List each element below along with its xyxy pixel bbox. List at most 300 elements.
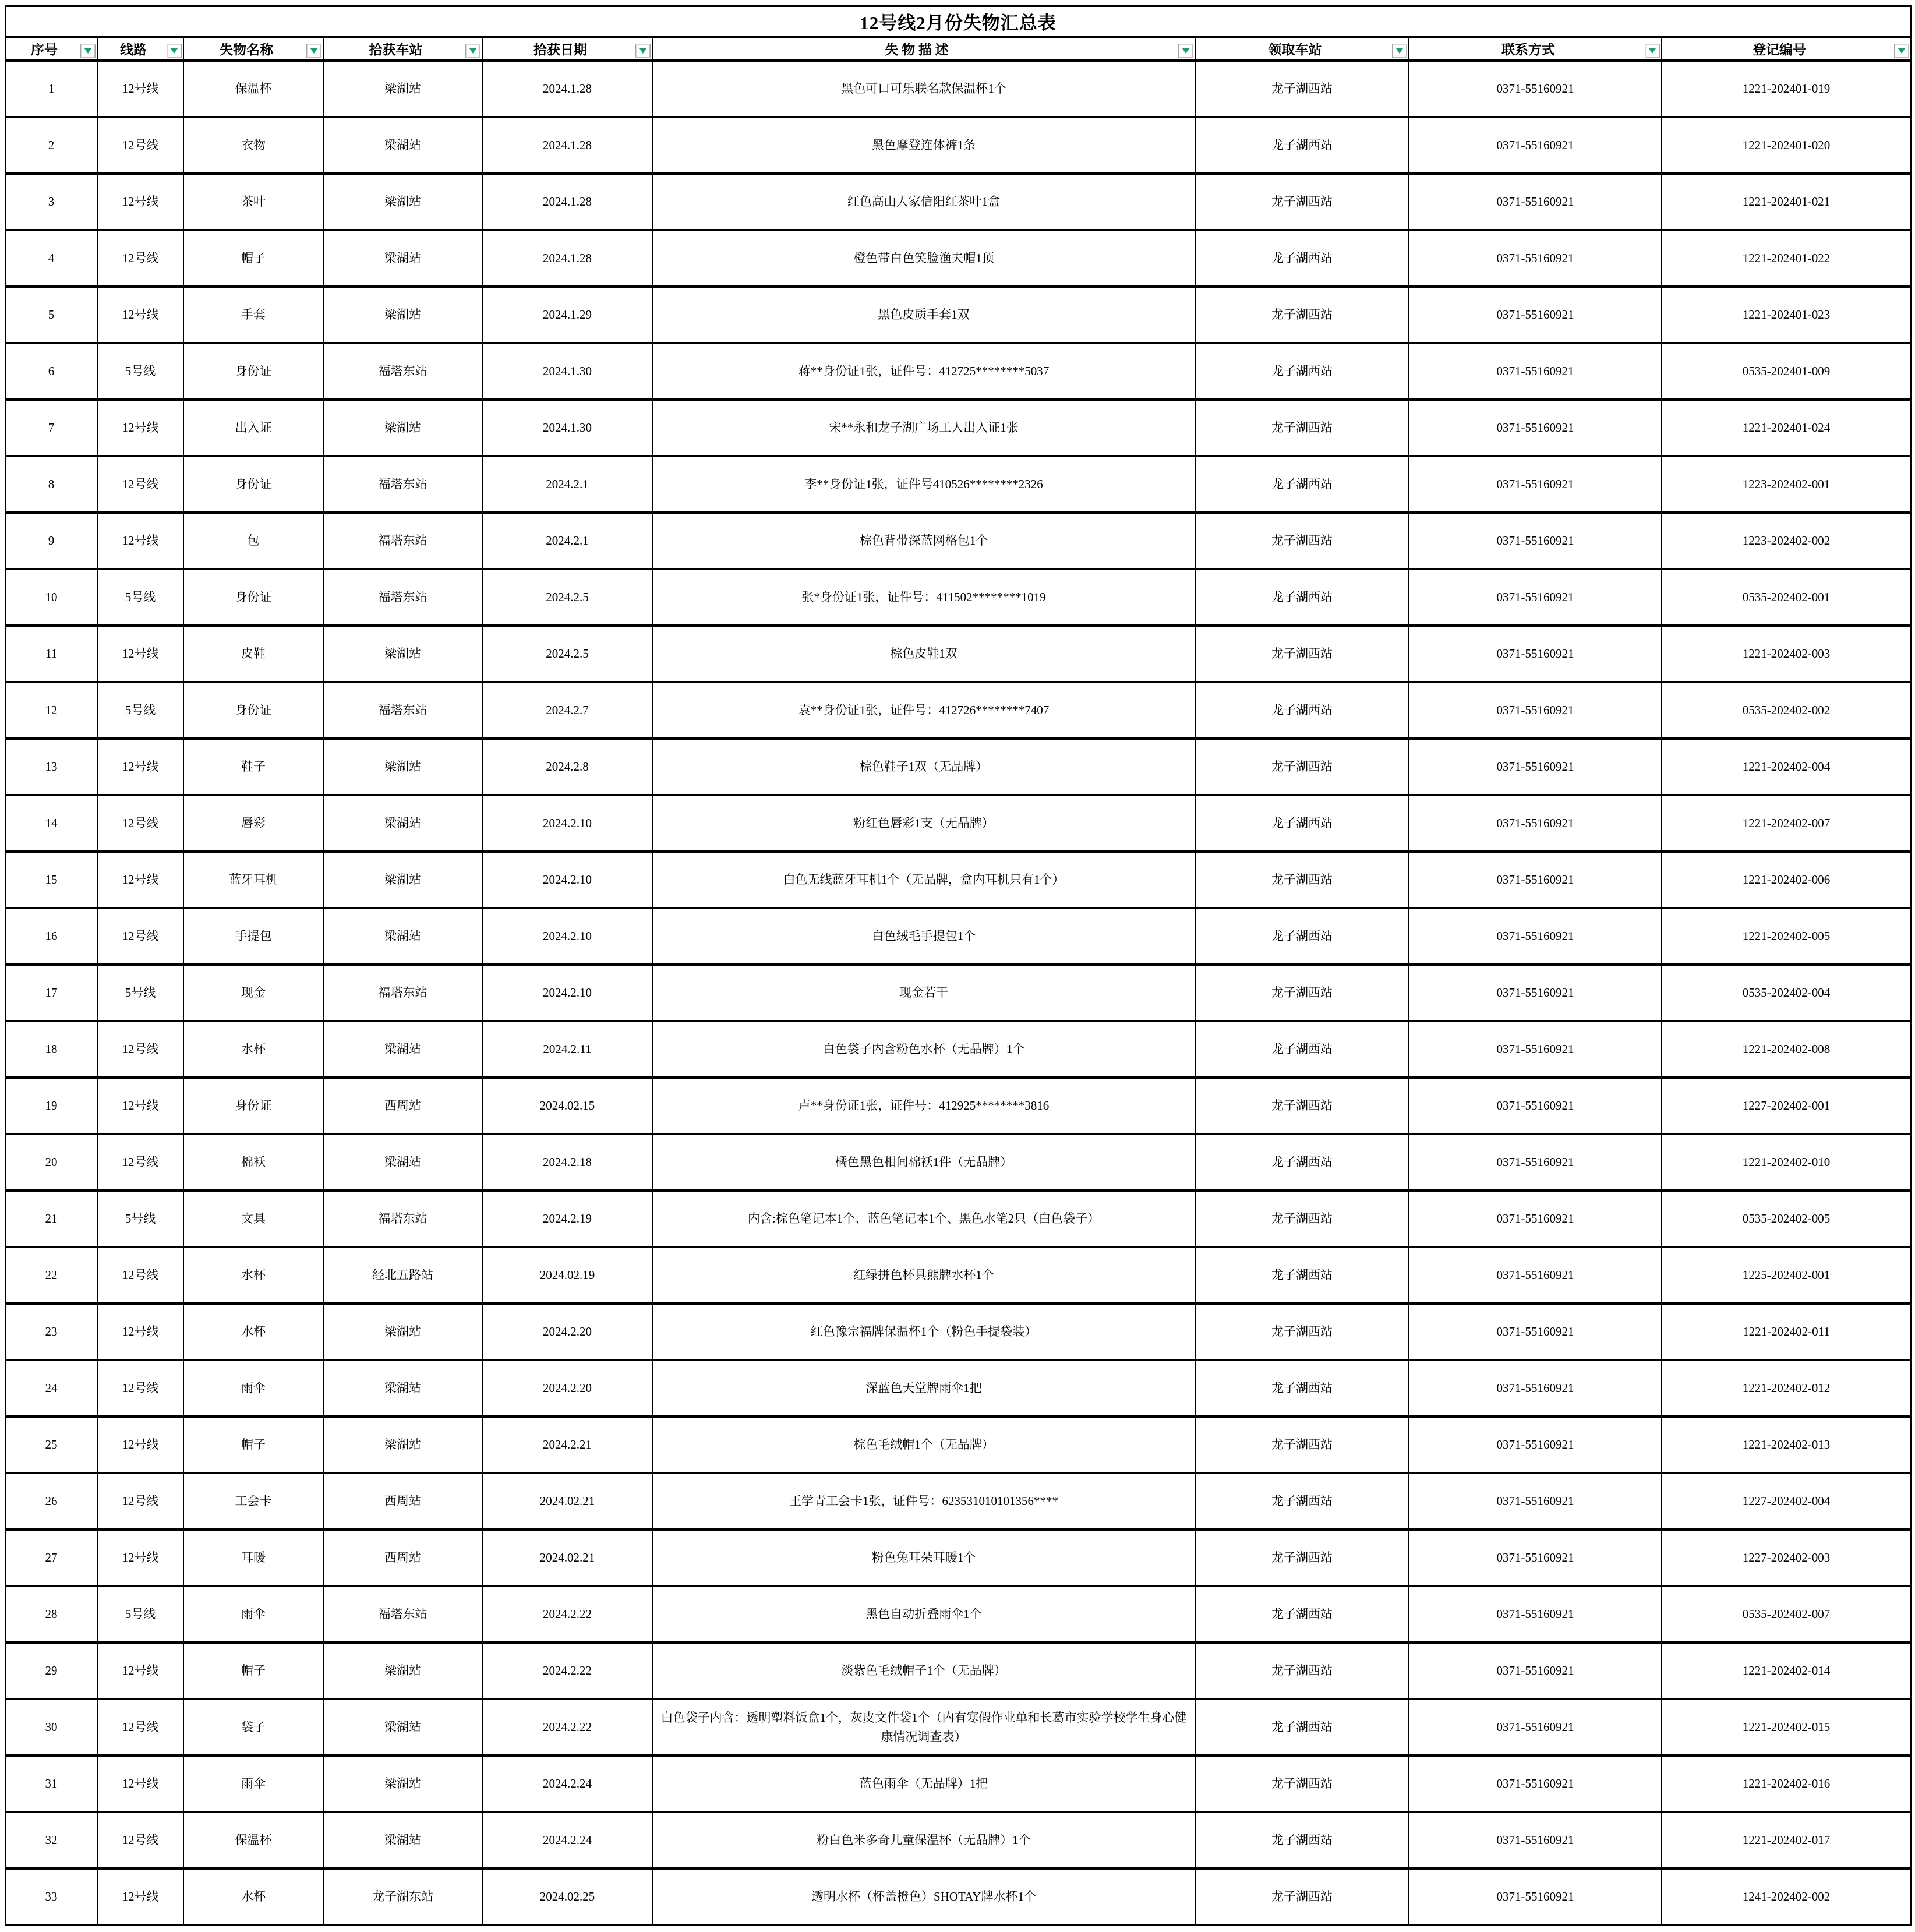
cell-item[interactable]: 雨伞 [183,1756,323,1812]
cell-no[interactable]: 8 [5,456,97,513]
cell-contact[interactable]: 0371-55160921 [1409,1643,1662,1699]
cell-item[interactable]: 鞋子 [183,739,323,795]
cell-found-date[interactable]: 2024.2.20 [482,1360,652,1417]
filter-button-contact[interactable] [1645,44,1660,58]
cell-contact[interactable]: 0371-55160921 [1409,400,1662,456]
cell-contact[interactable]: 0371-55160921 [1409,908,1662,965]
cell-contact[interactable]: 0371-55160921 [1409,1586,1662,1643]
cell-description[interactable]: 棕色鞋子1双（无品牌） [652,739,1195,795]
cell-pickup-station[interactable]: 龙子湖西站 [1195,739,1409,795]
cell-contact[interactable]: 0371-55160921 [1409,795,1662,852]
cell-item[interactable]: 水杯 [183,1304,323,1360]
cell-line[interactable]: 12号线 [97,117,183,174]
cell-no[interactable]: 29 [5,1643,97,1699]
cell-found-station[interactable]: 梁湖站 [323,230,482,287]
cell-found-date[interactable]: 2024.2.1 [482,456,652,513]
cell-pickup-station[interactable]: 龙子湖西站 [1195,1247,1409,1304]
cell-contact[interactable]: 0371-55160921 [1409,174,1662,230]
cell-reg-no[interactable]: 1227-202402-003 [1662,1530,1911,1586]
cell-pickup-station[interactable]: 龙子湖西站 [1195,1134,1409,1191]
cell-pickup-station[interactable]: 龙子湖西站 [1195,343,1409,400]
cell-description[interactable]: 橘色黑色相间棉袄1件（无品牌） [652,1134,1195,1191]
cell-item[interactable]: 身份证 [183,1078,323,1134]
cell-found-station[interactable]: 福塔东站 [323,569,482,626]
cell-contact[interactable]: 0371-55160921 [1409,1247,1662,1304]
cell-contact[interactable]: 0371-55160921 [1409,1699,1662,1756]
cell-no[interactable]: 23 [5,1304,97,1360]
cell-item[interactable]: 包 [183,513,323,569]
cell-line[interactable]: 12号线 [97,852,183,908]
cell-pickup-station[interactable]: 龙子湖西站 [1195,1078,1409,1134]
cell-contact[interactable]: 0371-55160921 [1409,1078,1662,1134]
cell-description[interactable]: 棕色毛绒帽1个（无品牌） [652,1417,1195,1473]
cell-no[interactable]: 31 [5,1756,97,1812]
cell-line[interactable]: 5号线 [97,1586,183,1643]
cell-description[interactable]: 白色袋子内含粉色水杯（无品牌）1个 [652,1021,1195,1078]
cell-found-date[interactable]: 2024.02.15 [482,1078,652,1134]
cell-found-date[interactable]: 2024.02.25 [482,1869,652,1925]
cell-reg-no[interactable]: 1227-202402-001 [1662,1078,1911,1134]
cell-pickup-station[interactable]: 龙子湖西站 [1195,1643,1409,1699]
cell-description[interactable]: 粉白色米多奇儿童保温杯（无品牌）1个 [652,1812,1195,1869]
cell-found-date[interactable]: 2024.02.21 [482,1530,652,1586]
cell-pickup-station[interactable]: 龙子湖西站 [1195,1191,1409,1247]
cell-line[interactable]: 5号线 [97,343,183,400]
cell-contact[interactable]: 0371-55160921 [1409,569,1662,626]
cell-reg-no[interactable]: 1241-202402-002 [1662,1869,1911,1925]
cell-found-station[interactable]: 梁湖站 [323,626,482,682]
cell-found-date[interactable]: 2024.2.18 [482,1134,652,1191]
cell-reg-no[interactable]: 0535-202402-007 [1662,1586,1911,1643]
cell-pickup-station[interactable]: 龙子湖西站 [1195,1812,1409,1869]
cell-found-station[interactable]: 梁湖站 [323,1699,482,1756]
cell-description[interactable]: 宋**永和龙子湖广场工人出入证1张 [652,400,1195,456]
cell-reg-no[interactable]: 1221-202402-007 [1662,795,1911,852]
cell-reg-no[interactable]: 1223-202402-002 [1662,513,1911,569]
cell-pickup-station[interactable]: 龙子湖西站 [1195,965,1409,1021]
cell-pickup-station[interactable]: 龙子湖西站 [1195,513,1409,569]
cell-line[interactable]: 12号线 [97,1530,183,1586]
cell-line[interactable]: 12号线 [97,61,183,117]
cell-description[interactable]: 黑色可口可乐联名款保温杯1个 [652,61,1195,117]
cell-item[interactable]: 茶叶 [183,174,323,230]
column-header-item[interactable] [183,37,323,61]
cell-line[interactable]: 12号线 [97,1812,183,1869]
cell-description[interactable]: 粉红色唇彩1支（无品牌） [652,795,1195,852]
cell-found-date[interactable]: 2024.2.22 [482,1643,652,1699]
cell-description[interactable]: 现金若干 [652,965,1195,1021]
cell-reg-no[interactable]: 1221-202401-020 [1662,117,1911,174]
filter-button-description[interactable] [1178,44,1193,58]
cell-found-station[interactable]: 梁湖站 [323,400,482,456]
cell-line[interactable]: 12号线 [97,1247,183,1304]
cell-no[interactable]: 19 [5,1078,97,1134]
cell-item[interactable]: 皮鞋 [183,626,323,682]
cell-contact[interactable]: 0371-55160921 [1409,1812,1662,1869]
column-header-found-station[interactable] [323,37,482,61]
cell-description[interactable]: 白色无线蓝牙耳机1个（无品牌，盒内耳机只有1个） [652,852,1195,908]
cell-line[interactable]: 12号线 [97,513,183,569]
column-header-found-date[interactable] [482,37,652,61]
cell-line[interactable]: 12号线 [97,1360,183,1417]
cell-contact[interactable]: 0371-55160921 [1409,739,1662,795]
cell-line[interactable]: 12号线 [97,1643,183,1699]
cell-contact[interactable]: 0371-55160921 [1409,1304,1662,1360]
cell-no[interactable]: 24 [5,1360,97,1417]
cell-no[interactable]: 20 [5,1134,97,1191]
cell-found-station[interactable]: 福塔东站 [323,513,482,569]
cell-reg-no[interactable]: 1227-202402-004 [1662,1473,1911,1530]
cell-found-date[interactable]: 2024.2.1 [482,513,652,569]
cell-reg-no[interactable]: 1221-202402-012 [1662,1360,1911,1417]
cell-item[interactable]: 手套 [183,287,323,343]
cell-no[interactable]: 28 [5,1586,97,1643]
cell-found-date[interactable]: 2024.2.20 [482,1304,652,1360]
cell-found-date[interactable]: 2024.2.11 [482,1021,652,1078]
cell-pickup-station[interactable]: 龙子湖西站 [1195,908,1409,965]
cell-reg-no[interactable]: 1221-202402-014 [1662,1643,1911,1699]
filter-button-line[interactable] [167,44,182,58]
cell-found-date[interactable]: 2024.02.19 [482,1247,652,1304]
cell-no[interactable]: 17 [5,965,97,1021]
cell-reg-no[interactable]: 1221-202401-019 [1662,61,1911,117]
cell-found-station[interactable]: 福塔东站 [323,1586,482,1643]
cell-no[interactable]: 32 [5,1812,97,1869]
cell-no[interactable]: 4 [5,230,97,287]
cell-line[interactable]: 5号线 [97,682,183,739]
cell-line[interactable]: 12号线 [97,230,183,287]
cell-pickup-station[interactable]: 龙子湖西站 [1195,287,1409,343]
cell-pickup-station[interactable]: 龙子湖西站 [1195,569,1409,626]
cell-item[interactable]: 文具 [183,1191,323,1247]
cell-found-station[interactable]: 福塔东站 [323,456,482,513]
cell-found-date[interactable]: 2024.2.10 [482,965,652,1021]
filter-button-item[interactable] [306,44,321,58]
cell-contact[interactable]: 0371-55160921 [1409,287,1662,343]
column-header-description[interactable] [652,37,1195,61]
cell-found-station[interactable]: 西周站 [323,1473,482,1530]
cell-item[interactable]: 袋子 [183,1699,323,1756]
cell-description[interactable]: 张*身份证1张，证件号：411502********1019 [652,569,1195,626]
cell-reg-no[interactable]: 1221-202402-003 [1662,626,1911,682]
cell-found-station[interactable]: 梁湖站 [323,1134,482,1191]
cell-found-date[interactable]: 2024.1.28 [482,174,652,230]
cell-item[interactable]: 工会卡 [183,1473,323,1530]
cell-contact[interactable]: 0371-55160921 [1409,61,1662,117]
column-header-line[interactable] [97,37,183,61]
cell-contact[interactable]: 0371-55160921 [1409,1021,1662,1078]
cell-no[interactable]: 1 [5,61,97,117]
cell-item[interactable]: 衣物 [183,117,323,174]
cell-found-station[interactable]: 龙子湖东站 [323,1869,482,1925]
cell-reg-no[interactable]: 0535-202402-001 [1662,569,1911,626]
cell-reg-no[interactable]: 0535-202402-005 [1662,1191,1911,1247]
cell-pickup-station[interactable]: 龙子湖西站 [1195,1360,1409,1417]
column-header-reg-no[interactable] [1662,37,1911,61]
cell-contact[interactable]: 0371-55160921 [1409,682,1662,739]
cell-found-station[interactable]: 梁湖站 [323,1812,482,1869]
cell-no[interactable]: 3 [5,174,97,230]
cell-found-date[interactable]: 2024.2.19 [482,1191,652,1247]
cell-item[interactable]: 帽子 [183,230,323,287]
cell-found-date[interactable]: 2024.02.21 [482,1473,652,1530]
cell-description[interactable]: 棕色背带深蓝网格包1个 [652,513,1195,569]
cell-item[interactable]: 唇彩 [183,795,323,852]
cell-description[interactable]: 黑色自动折叠雨伞1个 [652,1586,1195,1643]
cell-no[interactable]: 13 [5,739,97,795]
cell-pickup-station[interactable]: 龙子湖西站 [1195,1417,1409,1473]
cell-item[interactable]: 保温杯 [183,61,323,117]
cell-no[interactable]: 7 [5,400,97,456]
cell-no[interactable]: 26 [5,1473,97,1530]
cell-pickup-station[interactable]: 龙子湖西站 [1195,456,1409,513]
cell-no[interactable]: 21 [5,1191,97,1247]
cell-item[interactable]: 蓝牙耳机 [183,852,323,908]
cell-found-station[interactable]: 梁湖站 [323,1756,482,1812]
cell-item[interactable]: 耳暖 [183,1530,323,1586]
cell-no[interactable]: 18 [5,1021,97,1078]
cell-description[interactable]: 粉色兔耳朵耳暖1个 [652,1530,1195,1586]
cell-item[interactable]: 雨伞 [183,1360,323,1417]
cell-contact[interactable]: 0371-55160921 [1409,1417,1662,1473]
cell-found-station[interactable]: 福塔东站 [323,965,482,1021]
cell-no[interactable]: 15 [5,852,97,908]
filter-button-reg-no[interactable] [1894,44,1909,58]
cell-reg-no[interactable]: 1221-202402-015 [1662,1699,1911,1756]
cell-line[interactable]: 5号线 [97,569,183,626]
cell-no[interactable]: 33 [5,1869,97,1925]
cell-found-date[interactable]: 2024.2.10 [482,795,652,852]
cell-contact[interactable]: 0371-55160921 [1409,1134,1662,1191]
cell-found-station[interactable]: 梁湖站 [323,174,482,230]
cell-found-station[interactable]: 梁湖站 [323,908,482,965]
cell-reg-no[interactable]: 1221-202401-021 [1662,174,1911,230]
filter-button-pickup-station[interactable] [1392,44,1407,58]
cell-line[interactable]: 5号线 [97,1191,183,1247]
cell-reg-no[interactable]: 1221-202402-016 [1662,1756,1911,1812]
cell-description[interactable]: 深蓝色天堂牌雨伞1把 [652,1360,1195,1417]
cell-reg-no[interactable]: 1221-202401-022 [1662,230,1911,287]
cell-line[interactable]: 12号线 [97,456,183,513]
cell-found-station[interactable]: 梁湖站 [323,1021,482,1078]
cell-found-date[interactable]: 2024.2.24 [482,1756,652,1812]
cell-item[interactable]: 保温杯 [183,1812,323,1869]
cell-line[interactable]: 12号线 [97,1756,183,1812]
cell-item[interactable]: 帽子 [183,1417,323,1473]
cell-found-date[interactable]: 2024.2.22 [482,1586,652,1643]
cell-reg-no[interactable]: 1221-202402-017 [1662,1812,1911,1869]
cell-reg-no[interactable]: 1225-202402-001 [1662,1247,1911,1304]
cell-line[interactable]: 12号线 [97,739,183,795]
cell-reg-no[interactable]: 1221-202402-008 [1662,1021,1911,1078]
cell-no[interactable]: 25 [5,1417,97,1473]
cell-contact[interactable]: 0371-55160921 [1409,513,1662,569]
cell-line[interactable]: 12号线 [97,174,183,230]
cell-reg-no[interactable]: 0535-202402-004 [1662,965,1911,1021]
cell-item[interactable]: 水杯 [183,1869,323,1925]
cell-found-station[interactable]: 福塔东站 [323,682,482,739]
cell-item[interactable]: 棉袄 [183,1134,323,1191]
cell-contact[interactable]: 0371-55160921 [1409,230,1662,287]
cell-no[interactable]: 11 [5,626,97,682]
cell-reg-no[interactable]: 1221-202402-006 [1662,852,1911,908]
cell-found-station[interactable]: 西周站 [323,1078,482,1134]
cell-contact[interactable]: 0371-55160921 [1409,343,1662,400]
cell-description[interactable]: 红色高山人家信阳红茶叶1盒 [652,174,1195,230]
cell-pickup-station[interactable]: 龙子湖西站 [1195,1304,1409,1360]
cell-no[interactable]: 27 [5,1530,97,1586]
cell-description[interactable]: 蓝色雨伞（无品牌）1把 [652,1756,1195,1812]
cell-found-date[interactable]: 2024.1.28 [482,117,652,174]
cell-item[interactable]: 身份证 [183,343,323,400]
cell-pickup-station[interactable]: 龙子湖西站 [1195,1699,1409,1756]
cell-found-date[interactable]: 2024.1.29 [482,287,652,343]
cell-pickup-station[interactable]: 龙子湖西站 [1195,682,1409,739]
cell-pickup-station[interactable]: 龙子湖西站 [1195,626,1409,682]
cell-found-station[interactable]: 梁湖站 [323,795,482,852]
cell-item[interactable]: 身份证 [183,569,323,626]
cell-pickup-station[interactable]: 龙子湖西站 [1195,117,1409,174]
cell-found-date[interactable]: 2024.2.5 [482,569,652,626]
cell-reg-no[interactable]: 1221-202402-011 [1662,1304,1911,1360]
cell-line[interactable]: 12号线 [97,1869,183,1925]
cell-contact[interactable]: 0371-55160921 [1409,626,1662,682]
cell-item[interactable]: 出入证 [183,400,323,456]
cell-no[interactable]: 30 [5,1699,97,1756]
cell-found-station[interactable]: 经北五路站 [323,1247,482,1304]
column-header-contact[interactable] [1409,37,1662,61]
cell-reg-no[interactable]: 1221-202402-005 [1662,908,1911,965]
cell-line[interactable]: 12号线 [97,400,183,456]
cell-item[interactable]: 身份证 [183,456,323,513]
cell-line[interactable]: 12号线 [97,1021,183,1078]
cell-item[interactable]: 身份证 [183,682,323,739]
cell-found-date[interactable]: 2024.1.30 [482,343,652,400]
cell-no[interactable]: 22 [5,1247,97,1304]
filter-button-found-date[interactable] [635,44,651,58]
cell-found-station[interactable]: 梁湖站 [323,117,482,174]
cell-item[interactable]: 帽子 [183,1643,323,1699]
cell-description[interactable]: 淡紫色毛绒帽子1个（无品牌） [652,1643,1195,1699]
cell-pickup-station[interactable]: 龙子湖西站 [1195,1530,1409,1586]
cell-found-station[interactable]: 福塔东站 [323,1191,482,1247]
cell-no[interactable]: 16 [5,908,97,965]
cell-pickup-station[interactable]: 龙子湖西站 [1195,174,1409,230]
cell-reg-no[interactable]: 1221-202402-010 [1662,1134,1911,1191]
cell-pickup-station[interactable]: 龙子湖西站 [1195,400,1409,456]
cell-item[interactable]: 现金 [183,965,323,1021]
cell-found-date[interactable]: 2024.2.22 [482,1699,652,1756]
cell-reg-no[interactable]: 1221-202402-004 [1662,739,1911,795]
cell-description[interactable]: 红色豫宗福牌保温杯1个（粉色手提袋装） [652,1304,1195,1360]
cell-pickup-station[interactable]: 龙子湖西站 [1195,1473,1409,1530]
cell-description[interactable]: 透明水杯（杯盖橙色）SHOTAY牌水杯1个 [652,1869,1195,1925]
cell-reg-no[interactable]: 0535-202402-002 [1662,682,1911,739]
cell-item[interactable]: 手提包 [183,908,323,965]
cell-reg-no[interactable]: 1223-202402-001 [1662,456,1911,513]
cell-item[interactable]: 水杯 [183,1021,323,1078]
cell-no[interactable]: 10 [5,569,97,626]
cell-pickup-station[interactable]: 龙子湖西站 [1195,1756,1409,1812]
column-header-no[interactable] [5,37,97,61]
cell-found-station[interactable]: 梁湖站 [323,61,482,117]
cell-line[interactable]: 5号线 [97,965,183,1021]
cell-found-date[interactable]: 2024.1.28 [482,230,652,287]
cell-no[interactable]: 9 [5,513,97,569]
cell-description[interactable]: 王学青工会卡1张，证件号：623531010101356**** [652,1473,1195,1530]
cell-pickup-station[interactable]: 龙子湖西站 [1195,852,1409,908]
cell-no[interactable]: 2 [5,117,97,174]
cell-found-station[interactable]: 梁湖站 [323,1304,482,1360]
cell-no[interactable]: 12 [5,682,97,739]
cell-no[interactable]: 14 [5,795,97,852]
cell-found-date[interactable]: 2024.1.28 [482,61,652,117]
filter-button-found-station[interactable] [465,44,480,58]
cell-line[interactable]: 12号线 [97,795,183,852]
cell-found-date[interactable]: 2024.2.10 [482,908,652,965]
cell-line[interactable]: 12号线 [97,1699,183,1756]
cell-reg-no[interactable]: 0535-202401-009 [1662,343,1911,400]
cell-line[interactable]: 12号线 [97,1134,183,1191]
cell-pickup-station[interactable]: 龙子湖西站 [1195,61,1409,117]
cell-found-station[interactable]: 西周站 [323,1530,482,1586]
cell-contact[interactable]: 0371-55160921 [1409,1756,1662,1812]
cell-found-date[interactable]: 2024.2.5 [482,626,652,682]
cell-line[interactable]: 12号线 [97,626,183,682]
cell-item[interactable]: 水杯 [183,1247,323,1304]
cell-reg-no[interactable]: 1221-202402-013 [1662,1417,1911,1473]
cell-found-date[interactable]: 2024.2.7 [482,682,652,739]
cell-contact[interactable]: 0371-55160921 [1409,965,1662,1021]
cell-line[interactable]: 12号线 [97,1304,183,1360]
cell-contact[interactable]: 0371-55160921 [1409,1869,1662,1925]
cell-description[interactable]: 袁**身份证1张，证件号：412726********7407 [652,682,1195,739]
cell-found-date[interactable]: 2024.1.30 [482,400,652,456]
cell-pickup-station[interactable]: 龙子湖西站 [1195,230,1409,287]
cell-contact[interactable]: 0371-55160921 [1409,456,1662,513]
cell-found-date[interactable]: 2024.2.8 [482,739,652,795]
cell-description[interactable]: 卢**身份证1张，证件号：412925********3816 [652,1078,1195,1134]
cell-item[interactable]: 雨伞 [183,1586,323,1643]
cell-description[interactable]: 橙色带白色笑脸渔夫帽1顶 [652,230,1195,287]
cell-contact[interactable]: 0371-55160921 [1409,1473,1662,1530]
cell-found-station[interactable]: 梁湖站 [323,1643,482,1699]
cell-pickup-station[interactable]: 龙子湖西站 [1195,1869,1409,1925]
cell-found-station[interactable]: 梁湖站 [323,852,482,908]
cell-found-station[interactable]: 福塔东站 [323,343,482,400]
cell-contact[interactable]: 0371-55160921 [1409,852,1662,908]
cell-found-date[interactable]: 2024.2.21 [482,1417,652,1473]
filter-button-no[interactable] [80,44,96,58]
cell-found-station[interactable]: 梁湖站 [323,287,482,343]
cell-contact[interactable]: 0371-55160921 [1409,1191,1662,1247]
cell-contact[interactable]: 0371-55160921 [1409,1360,1662,1417]
cell-found-date[interactable]: 2024.2.10 [482,852,652,908]
cell-pickup-station[interactable]: 龙子湖西站 [1195,795,1409,852]
cell-description[interactable]: 黑色摩登连体裤1条 [652,117,1195,174]
cell-description[interactable]: 棕色皮鞋1双 [652,626,1195,682]
cell-line[interactable]: 12号线 [97,1078,183,1134]
cell-found-station[interactable]: 梁湖站 [323,739,482,795]
cell-pickup-station[interactable]: 龙子湖西站 [1195,1586,1409,1643]
cell-reg-no[interactable]: 1221-202401-024 [1662,400,1911,456]
cell-description[interactable]: 蒋**身份证1张，证件号：412725********5037 [652,343,1195,400]
column-header-pickup-station[interactable] [1195,37,1409,61]
cell-pickup-station[interactable]: 龙子湖西站 [1195,1021,1409,1078]
cell-description[interactable]: 黑色皮质手套1双 [652,287,1195,343]
cell-found-station[interactable]: 梁湖站 [323,1417,482,1473]
cell-contact[interactable]: 0371-55160921 [1409,1530,1662,1586]
